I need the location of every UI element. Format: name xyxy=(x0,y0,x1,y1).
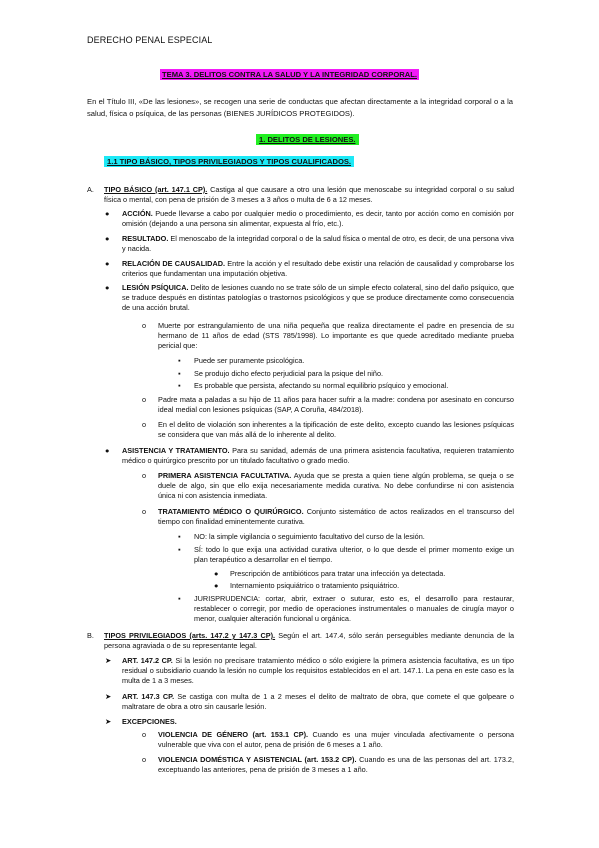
tipos-privilegiados-paragraph xyxy=(104,631,514,651)
si-item: SÍ: todo lo que exija una actividad curativa ulterior, o lo que desde el primer momento exige un plan terapéutico a desarrollar en el tiempo. xyxy=(194,545,514,564)
resultado-text: El menoscabo de la integridad corporal o de la salud física o mental de otro, es decir, de una persona viva y nacida. xyxy=(122,234,514,253)
accion-paragraph xyxy=(122,209,514,229)
jurisprudencia-item: JURISPRUDENCIA: cortar, abrir, extraer o suturar, esto es, el desarrollo para restaurar, restablecer o corregir, por medio de operaciones instrumentales o manuales de cirugía mayor o menor, cualquier alteración funcional u orgánica. xyxy=(194,594,514,623)
arrow-marker: ➤ xyxy=(105,656,112,665)
primera-asistencia-paragraph xyxy=(158,471,514,501)
tratamiento-heading: TRATAMIENTO MÉDICO O QUIRÚRGICO. xyxy=(158,507,304,516)
sq-item-3: Es probable que persista, afectando su normal equilibrio psíquico y emocional. xyxy=(194,381,449,390)
circle-marker: o xyxy=(142,730,147,739)
violencia-genero-heading: VIOLENCIA DE GÉNERO (art. 153.1 CP). xyxy=(158,730,309,739)
square-marker: ▪ xyxy=(178,381,181,390)
asistencia-heading: ASISTENCIA Y TRATAMIENTO. xyxy=(122,446,230,455)
bullet: ● xyxy=(105,234,110,243)
violencia-domestica-heading: VIOLENCIA DOMÉSTICA Y ASISTENCIAL (art. 153.2 CP). xyxy=(158,755,357,764)
sq-item-2: Se produjo dicho efecto perjudicial para la psique del niño. xyxy=(194,369,384,378)
bullet: ● xyxy=(105,446,110,455)
square-marker: ▪ xyxy=(178,545,181,554)
circle-marker: o xyxy=(142,321,147,330)
internamiento-item: Internamiento psiquiátrico o tratamiento psiquiátrico. xyxy=(230,581,400,590)
no-item: NO: la simple vigilancia o seguimiento facultativo del curso de la lesión. xyxy=(194,532,425,541)
violencia-genero-text: Cuando es una mujer vinculada afectivamente o persona vulnerable que viva con el autor, pena de prisión de 6 meses a 1 año. xyxy=(158,730,514,749)
bullet: ● xyxy=(214,581,219,590)
square-marker: ▪ xyxy=(178,356,181,365)
circle-marker: o xyxy=(142,507,147,516)
bullet: ● xyxy=(105,259,110,268)
accion-text: Puede llevarse a cabo por cualquier medio o procedimiento, es decir, tanto por acción como en comisión por omisión (dejando a una persona sin alimentar, expuesta al frío, etc.). xyxy=(122,209,514,228)
marker-a: A. xyxy=(87,185,94,194)
art-147-3-text: Se castiga con multa de 1 a 2 meses el delito de maltrato de obra, que comete el que golpeare o maltratare de obra a otro sin causarle lesión. xyxy=(122,692,514,711)
relacion-paragraph xyxy=(122,259,514,279)
sq-item-1: Puede ser puramente psicológica. xyxy=(194,356,305,365)
resultado-heading: RESULTADO. xyxy=(122,234,169,243)
primera-asistencia-text: Ayuda que se presta a quien tiene algún problema, se queja o se duele de algo, sin que ello exija necesariamente medida curativa. No debe confundirse ni con asistencia única ni con asistencia inmediata. xyxy=(158,471,514,500)
violencia-genero-paragraph xyxy=(158,730,514,750)
relacion-text: Entre la acción y el resultado debe existir una relación de causalidad y comprobarse los criterios que fundamentan una imputación objetiva. xyxy=(122,259,514,278)
asistencia-text: Para su sanidad, además de una primera asistencia facultativa, requieren tratamiento médico o quirúrgico prescrito por un titulado facultativo o grado medio. xyxy=(122,446,514,465)
tema-title: TEMA 3. DELITOS CONTRA LA SALUD Y LA INTEGRIDAD CORPORAL. xyxy=(162,70,417,79)
primera-asistencia-heading: PRIMERA ASISTENCIA FACULTATIVA. xyxy=(158,471,292,480)
section-title-lesiones: 1. DELITOS DE LESIONES. xyxy=(256,134,359,145)
accion-heading: ACCIÓN. xyxy=(122,209,153,218)
art-147-2-heading: ART. 147.2 CP. xyxy=(122,656,173,665)
bullet: ● xyxy=(105,209,110,218)
excepciones-label: EXCEPCIONES. xyxy=(122,717,177,726)
muerte-paragraph: Muerte por estrangulamiento de una niña pequeña que realiza directamente el padre en presencia de su hermano de 11 años de edad (STS 785/1998). Lo importante es que quede acreditado mediante prueba pericial que: xyxy=(158,321,514,350)
circle-marker: o xyxy=(142,420,147,429)
tratamiento-paragraph xyxy=(158,507,514,527)
violencia-domestica-text: Cuando es una de las personas del art. 173.2, exceptuando las anteriores, pena de prisión de 3 meses a 1 año. xyxy=(158,755,514,774)
padre-paragraph: Padre mata a paladas a su hijo de 11 años para hacer sufrir a la madre: condena por asesinato en concurso ideal medial con lesiones psíquicas (SAP, A Coruña, 484/2018). xyxy=(158,395,514,414)
page-header: DERECHO PENAL ESPECIAL xyxy=(87,35,213,45)
lesion-psiquica-paragraph xyxy=(122,283,514,313)
asistencia-paragraph xyxy=(122,446,514,466)
art-147-2-paragraph xyxy=(122,656,514,686)
tipo-basico-text: Castiga al que causare a otro una lesión que menoscabe su integridad corporal o su salud física o mental, con pena de prisión de 3 meses a 3 años o multa de 6 a 12 meses. xyxy=(104,185,515,204)
tipo-basico-paragraph xyxy=(104,185,514,205)
circle-marker: o xyxy=(142,755,147,764)
circle-marker: o xyxy=(142,395,147,404)
marker-b: B. xyxy=(87,631,94,640)
violencia-domestica-paragraph xyxy=(158,755,514,775)
bullet: ● xyxy=(105,283,110,292)
art-147-3-paragraph xyxy=(122,692,514,712)
tipos-privilegiados-heading: TIPOS PRIVILEGIADOS (arts. 147.2 y 147.3 CP). xyxy=(104,631,276,640)
bullet: ● xyxy=(214,569,219,578)
square-marker: ▪ xyxy=(178,369,181,378)
intro-paragraph: En el Título III, «De las lesiones», se recogen una serie de conductas que afectan directamente a la integridad corporal o a la salud, física o psíquica, de las personas (BIENES JURÍDICOS PROTEGIDOS). xyxy=(87,97,513,118)
square-marker: ▪ xyxy=(178,532,181,541)
circle-marker: o xyxy=(142,471,147,480)
resultado-paragraph xyxy=(122,234,514,254)
square-marker: ▪ xyxy=(178,594,181,603)
art-147-3-heading: ART. 147.3 CP. xyxy=(122,692,175,701)
arrow-marker: ➤ xyxy=(105,692,112,701)
violacion-paragraph: En el delito de violación son inherentes a la tipificación de este delito, excepto cuando las lesiones psíquicas se considera que van más allá de lo inherente al delito. xyxy=(158,420,514,439)
arrow-marker: ➤ xyxy=(105,717,112,726)
relacion-heading: RELACIÓN DE CAUSALIDAD. xyxy=(122,259,226,268)
prescripcion-item: Prescripción de antibióticos para tratar una infección ya detectada. xyxy=(230,569,446,578)
excepciones-heading xyxy=(122,717,177,727)
tratamiento-text: Conjunto sistemático de actos realizados en el transcurso del tiempo con finalidad eminentemente curativa. xyxy=(158,507,514,526)
subsection-title: 1.1 TIPO BÁSICO, TIPOS PRIVILEGIADOS Y TIPOS CUALIFICADOS. xyxy=(104,156,354,167)
art-147-2-text: Si la lesión no precisare tratamiento médico o sólo exigiere la primera asistencia facultativa, es un tipo residual o subsidiario cuando la lesión no cumple los requisitos establecidos en el art. 147.1. La pena en este caso es la multa de 1 a 3 meses. xyxy=(122,656,514,685)
lesion-psiquica-heading: LESIÓN PSÍQUICA. xyxy=(122,283,189,292)
tipo-basico-heading: TIPO BÁSICO (art. 147.1 CP). xyxy=(104,185,208,194)
lesion-psiquica-text: Delito de lesiones cuando no se trate sólo de un simple efecto colateral, sino del daño psíquico, que se traduce después en distintas patologías o trastornos psicológicos y que se produce directamente como consecuencia de una acción brutal. xyxy=(122,283,515,312)
tipos-privilegiados-text: Según el art. 147.4, sólo serán perseguibles mediante denuncia de la persona agraviada o de su representante legal. xyxy=(104,631,514,650)
